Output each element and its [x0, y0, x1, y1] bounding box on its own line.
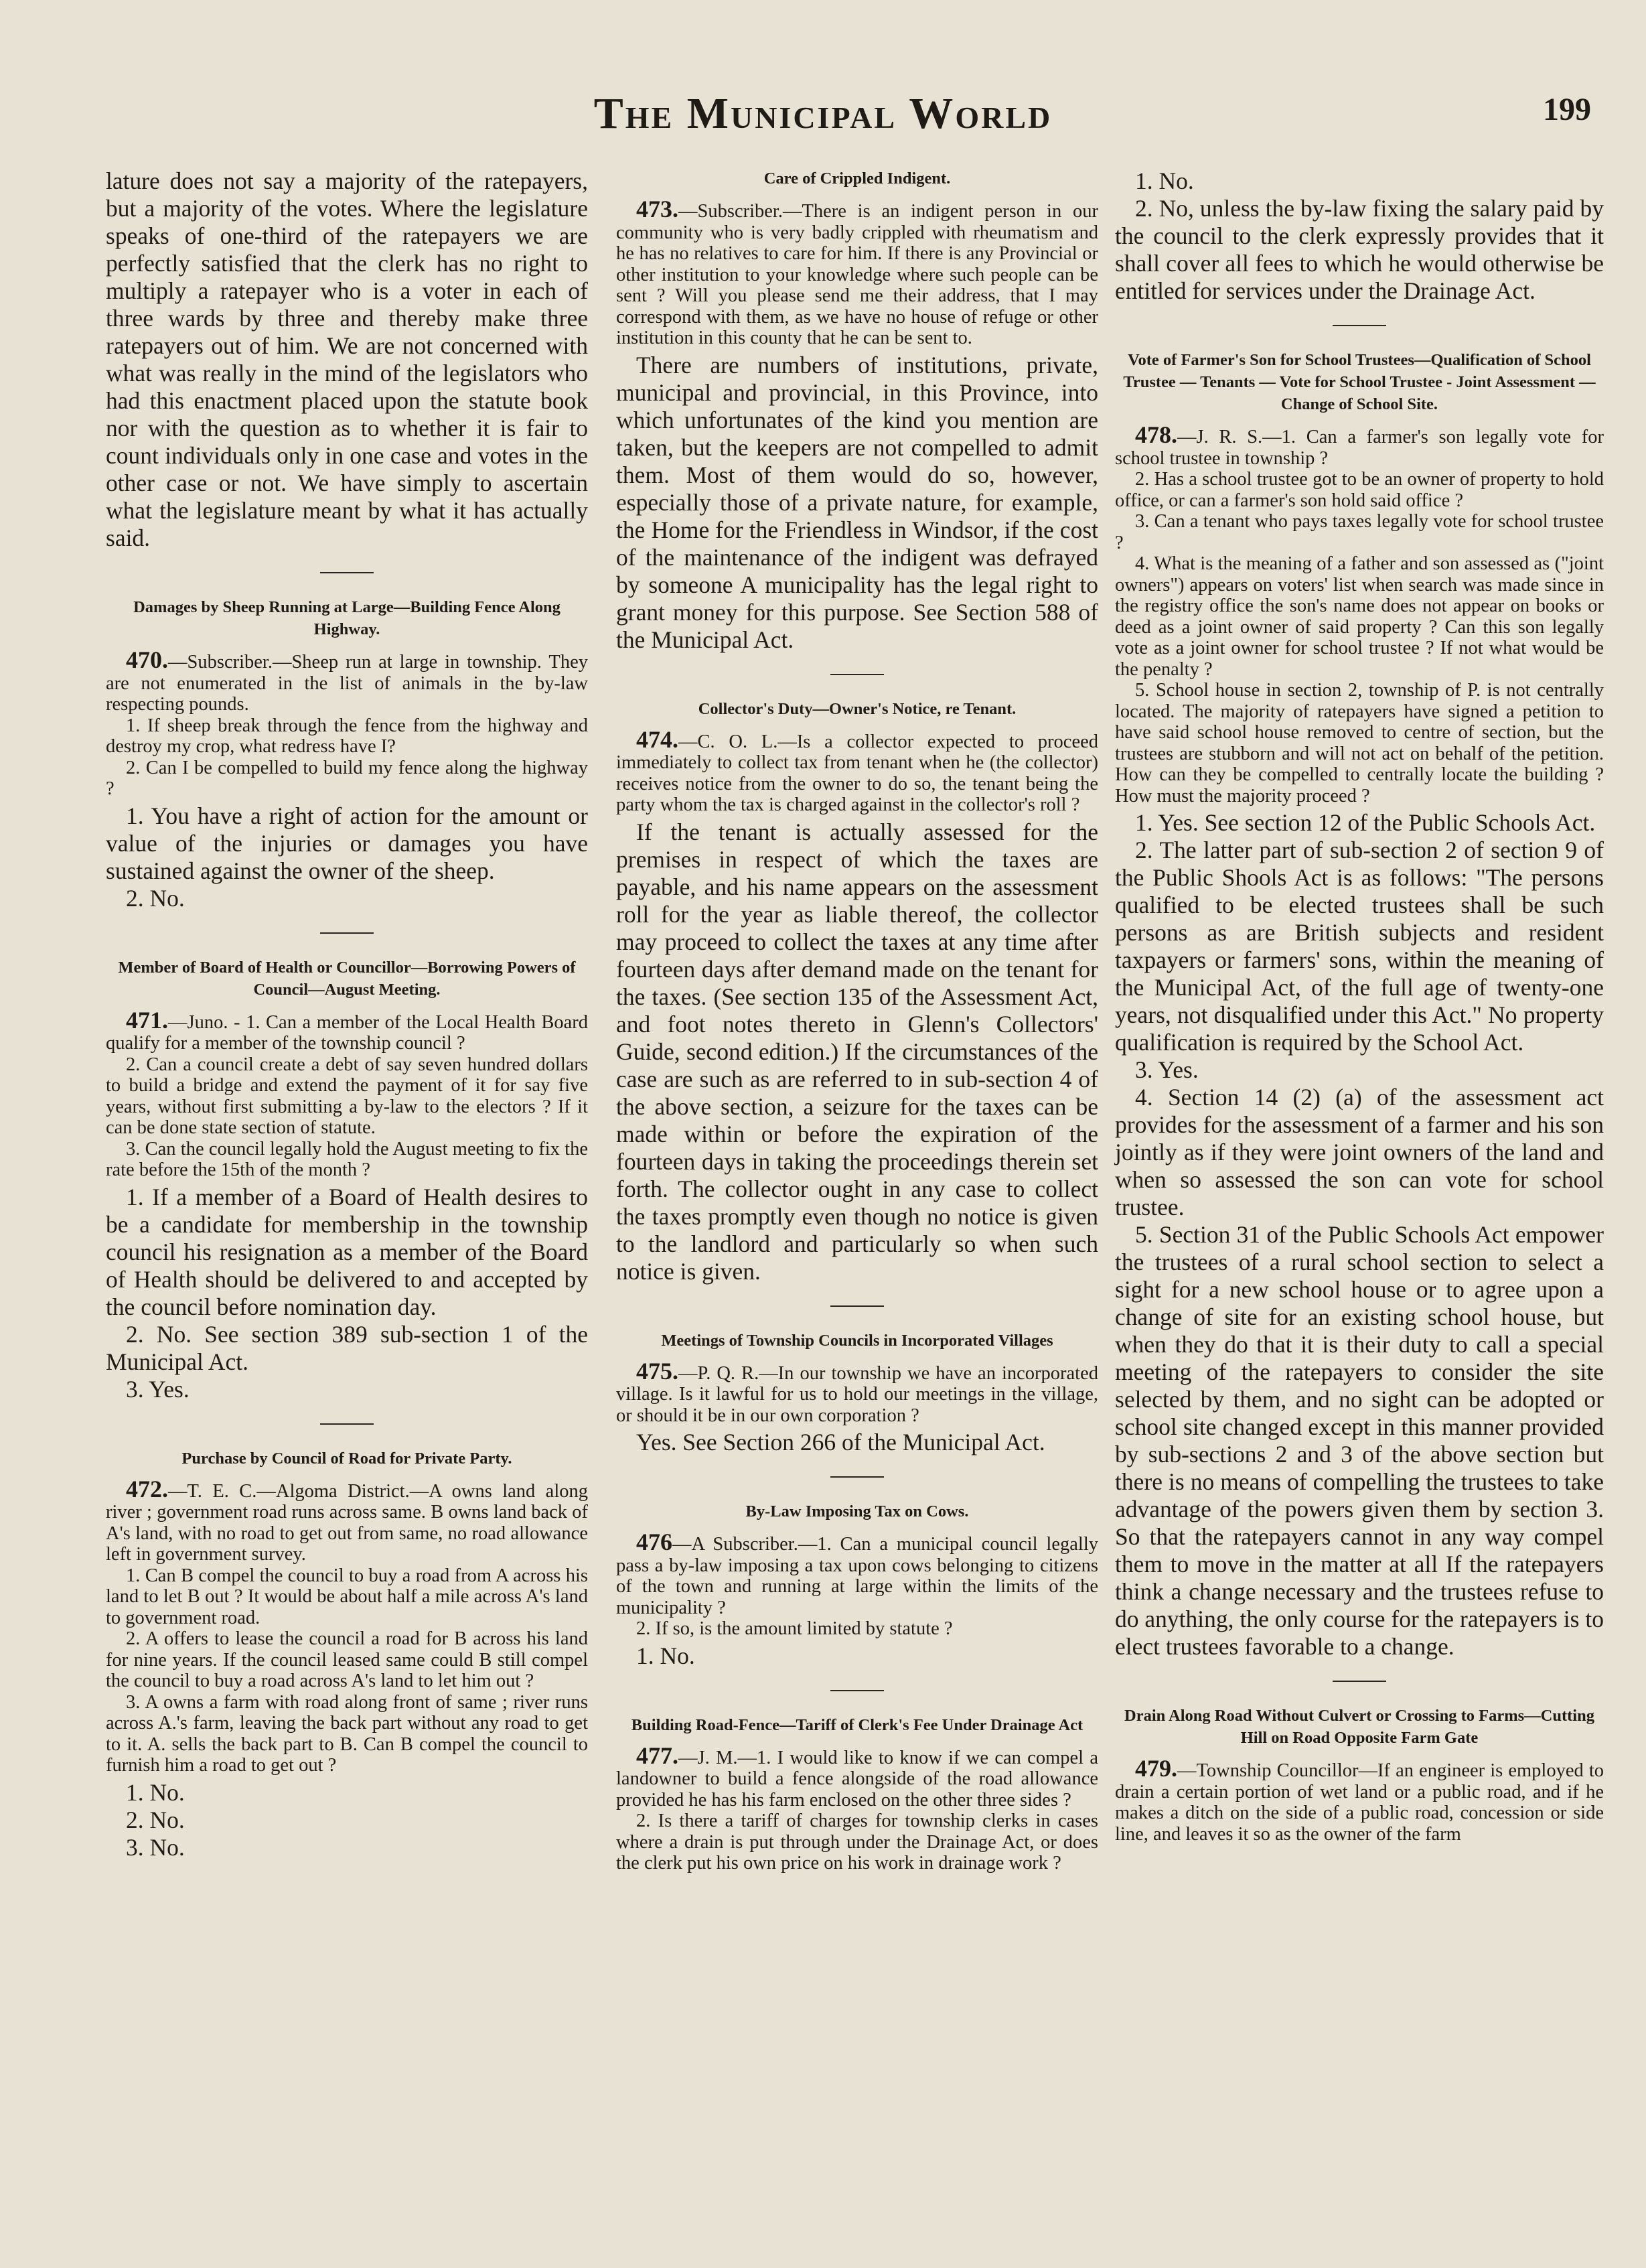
section-divider [320, 1423, 374, 1425]
heading-478: Vote of Farmer's Son for School Trustees—Qualification of School Trustee — Tenants — Vote for School Trustee - Joint Assessment — Change of School Site. [1123, 351, 1596, 413]
question-477-2: 2. Is there a tariff of charges for township clerks in cases where a drain is put through under the Drainage Act, or does the clerk put his own price on his work in drainage work ? [616, 1811, 1098, 1873]
question-479: 479.—Township Councillor—If an engineer is employed to drain a certain portion of wet land or a public road, and if he makes a ditch on the side of a public road, concession or side line, and leaves it so as the owner of the farm [1115, 1755, 1604, 1845]
answer-471-3: 3. Yes. [126, 1375, 190, 1403]
question-477: 477.—J. M.—1. I would like to know if we can compel a landowner to build a fence alongside of the road allowance provided he has his farm enclosed on the other three sides ? [616, 1742, 1098, 1811]
column-2 [616, 167, 1098, 1874]
number-475: 475. [636, 1357, 678, 1385]
section-divider [830, 1476, 884, 1478]
answer-478-3: 3. Yes. [1135, 1056, 1199, 1083]
publication-title: The Municipal World [593, 89, 1053, 138]
question-473: 473.—Subscriber.—There is an indigent person in our community who is very badly crippled with rheumatism and he has no relatives to care for him. If there is any Provincial or other institution to your knowledge where such people can be sent ? Will you please send me their address, that I may correspond with them, as we have no house of refuge or other institution in this county that he can be sent to. [616, 196, 1098, 348]
answer-478-4: 4. Section 14 (2) (a) of the assessment act provides for the assessment of a farmer and his son jointly as if they were joint owners of the land and when so assessed the son can vote for school trustee. [1115, 1084, 1604, 1220]
section-divider [320, 572, 374, 573]
question-472-1: 1. Can B compel the council to buy a road from A across his land to let B out ? It would be about half a mile across A's land to government road. [106, 1565, 588, 1628]
answer-477-1: 1. No. [1135, 167, 1194, 194]
question-471-3: 3. Can the council legally hold the August meeting to fix the rate before the 15th of the month ? [106, 1138, 588, 1180]
column-1 [106, 167, 588, 1861]
question-478-3: 3. Can a tenant who pays taxes legally vote for school trustee ? [1115, 511, 1604, 553]
answer-475: Yes. See Section 266 of the Municipal Act. [636, 1429, 1045, 1456]
number-474: 474. [636, 725, 678, 753]
number-476: 476 [636, 1529, 672, 1555]
answer-476: 1. No. [636, 1642, 695, 1669]
question-478-2: 2. Has a school trustee got to be an owner of property to hold office, or can a farmer's son hold said office ? [1115, 469, 1604, 511]
number-471: 471. [126, 1006, 168, 1034]
answer-478-5: 5. Section 31 of the Public Schools Act empower the trustees of a rural school section to select a sight for a new school house or to agree upon a change of site for an existing school house, but when they do that it is their duty to call a special meeting of the ratepayers to consider the site selected by them, and no sight can be adopted or school site changed except in this manner provided by sub-sections 2 and 3 of the above section but there is no means of compelling the trustees to take advantage of the powers given them by section 3. So that the ratepayers cannot in any way compel them to move in the matter at all If the ratepayers think a change necessary and the trustees refuse to do anything, the only course for the ratepayers is to elect trustees favorable to a change. [1115, 1221, 1604, 1660]
heading-472: Purchase by Council of Road for Private Party. [181, 1449, 512, 1468]
question-478: 478.—J. R. S.—1. Can a farmer's son legally vote for school trustee in township ? [1115, 421, 1604, 469]
heading-474: Collector's Duty—Owner's Notice, re Tenant. [698, 699, 1017, 718]
question-472-3: 3. A owns a farm with road along front of same ; river runs across A.'s farm, leaving the back part without any road to get to it. A. sells the back part to B. Can B compel the council to furnish him a road to get out ? [106, 1691, 588, 1776]
section-divider [1333, 325, 1386, 326]
heading-479: Drain Along Road Without Culvert or Crossing to Farms—Cutting Hill on Road Opposite Farm Gate [1124, 1707, 1594, 1747]
number-472: 472. [126, 1475, 168, 1502]
question-475: 475.—P. Q. R.—In our township we have an incorporated village. Is it lawful for us to hold our meetings in the village, or should it be in our own corporation ? [616, 1357, 1098, 1426]
question-476-2: 2. If so, is the amount limited by statute ? [636, 1618, 953, 1639]
number-473: 473. [636, 196, 678, 222]
question-472-2: 2. A offers to lease the council a road for B across his land for nine years. If the council leased same could B still compel the council to buy a road across A's land to let him out ? [106, 1628, 588, 1691]
answer-472-2: 2. No. [126, 1806, 185, 1833]
continued-paragraph: lature does not say a majority of the ratepayers, but a majority of the votes. Where the legislature speaks of one-third of the ratepayers we are perfectly satisfied that the clerk has no right to multiply a ratepayer who is a voter in each of three wards by three and thereby make three ratepayers out of him. We are not concerned with what was really in the mind of the legislators who had this enactment placed upon the statute book nor with the question as to whether it is fair to count individuals only in one case and votes in the other case or not. We have simply to ascertain what the legislature meant by what it has actually said. [106, 167, 588, 551]
answer-473: There are numbers of institutions, private, municipal and provincial, in this Province, into which unfortunates of the kind you mention are taken, but the keepers are not compelled to admit them. Most of them would do so, however, especially those of a private nature, for example, the Home for the Friendless in Windsor, if the cost of the maintenance of the indigent was defrayed by someone A municipality has the legal right to grant money for this purpose. See Section 588 of the Municipal Act. [616, 351, 1098, 653]
section-divider [830, 674, 884, 675]
question-472: 472.—T. E. C.—Algoma District.—A owns land along river ; government road runs across same. B owns land back of A's land, with no road to get out from same, no road allowance left in government survey. [106, 1475, 588, 1565]
question-478-5: 5. School house in section 2, township of P. is not centrally located. The majority of ratepayers have signed a petition to have said school house removed to centre of section, but the trustees are stubborn and will not act on behalf of the petition. How can they be compelled to centrally locate the building ? How must the majority proceed ? [1115, 680, 1604, 806]
number-479: 479. [1135, 1755, 1177, 1782]
column-3 [1115, 167, 1604, 1845]
answer-471-2: 2. No. See section 389 sub-section 1 of the Municipal Act. [106, 1320, 588, 1375]
answer-477-2: 2. No, unless the by-law fixing the salary paid by the council to the clerk expressly provides that it shall cover all fees to which he would otherwise be entitled for services under the Drainage Act. [1115, 195, 1604, 304]
answer-472-3: 3. No. [126, 1833, 185, 1861]
number-470: 470. [126, 646, 168, 673]
answer-471-1: 1. If a member of a Board of Health desires to be a candidate for membership in the township council his resignation as a member of the Board of Health should be delivered to and accepted by the council before nomination day. [106, 1183, 588, 1320]
answer-474: If the tenant is actually assessed for the premises in respect of which the taxes are payable, and his name appears on the assessment roll for the year as liable thereof, the collector may proceed to collect the taxes at any time after fourteen days after demand made on the tenant for the taxes. (See section 135 of the Assessment Act, and foot notes thereto in Glenn's Collectors' Guide, second edition.) If the circumstances of the case are such as are referred to in sub-section 4 of the above section, a seizure for the taxes can be made within or before the expiration of the fourteen days in taking the proceedings therein set forth. The collector ought in any case to collect the taxes promptly even though no notice is given to the landlord and particularly so when such notice is given. [616, 818, 1098, 1285]
question-478-4: 4. What is the meaning of a father and son assessed as ("joint owners") appears on voters' list when search was made since in the registry office the son's name does not appear on books or deed as a joint owner of said property ? Can this son legally vote as a joint owner for school trustee ? If not what would be the penalty ? [1115, 553, 1604, 680]
question-476: 476—A Subscriber.—1. Can a municipal council legally pass a by-law imposing a tax upon cows belonging to citizens of the town and running at large within the limits of the municipality ? [616, 1529, 1098, 1618]
question-470-2: 2. Can I be compelled to build my fence along the highway ? [106, 757, 588, 799]
section-divider [1333, 1681, 1386, 1682]
answer-478-2: 2. The latter part of sub-section 2 of section 9 of the Public Shools Act is as follows: "The persons qualified to be elected trustees shall be such persons as are British subjects and resident taxpayers or farmers' sons, within the meaning of the Municipal Act, of the full age of twenty-one years, not disqualified under this Act." No property qualification is required by the School Act. [1115, 837, 1604, 1056]
question-470: 470.—Subscriber.—Sheep run at large in township. They are not enumerated in the list of animals in the by-law respecting pounds. [106, 646, 588, 715]
heading-476: By-Law Imposing Tax on Cows. [745, 1502, 969, 1520]
heading-471: Member of Board of Health or Councillor—Borrowing Powers of Council—August Meeting. [118, 958, 576, 999]
answer-470-2: 2. No. [126, 884, 185, 912]
question-471: 471.—Juno. - 1. Can a member of the Local Health Board qualify for a member of the township council ? [106, 1006, 588, 1054]
masthead [0, 88, 1646, 138]
question-474: 474.—C. O. L.—Is a collector expected to proceed immediately to collect tax from tenant when he (the collector) receives notice from the owner to do so, the tenant being the party whom the tax is charged against in the collector's roll ? [616, 725, 1098, 815]
heading-473: Care of Crippled Indigent. [763, 169, 951, 188]
answer-470-1: 1. You have a right of action for the amount or value of the injuries or damages you have sustained against the owner of the sheep. [106, 802, 588, 884]
answer-472-1: 1. No. [126, 1778, 185, 1806]
heading-477: Building Road-Fence—Tariff of Clerk's Fee Under Drainage Act [631, 1715, 1083, 1734]
section-divider [830, 1305, 884, 1307]
heading-470: Damages by Sheep Running at Large—Building Fence Along Highway. [133, 598, 560, 638]
heading-475: Meetings of Township Councils in Incorporated Villages [661, 1331, 1053, 1350]
section-divider [830, 1690, 884, 1691]
answer-478-1: 1. Yes. See section 12 of the Public Schools Act. [1135, 809, 1596, 836]
number-477: 477. [636, 1742, 678, 1769]
number-478: 478. [1135, 421, 1177, 448]
question-471-2: 2. Can a council create a debt of say seven hundred dollars to build a bridge and extend the payment of it for say five years, without first submitting a by-law to the electors ? If it can be done state section of statute. [106, 1054, 588, 1138]
section-divider [320, 932, 374, 934]
page-number: 199 [1543, 92, 1591, 127]
question-470-1: 1. If sheep break through the fence from the highway and destroy my crop, what redress have I? [106, 715, 588, 757]
